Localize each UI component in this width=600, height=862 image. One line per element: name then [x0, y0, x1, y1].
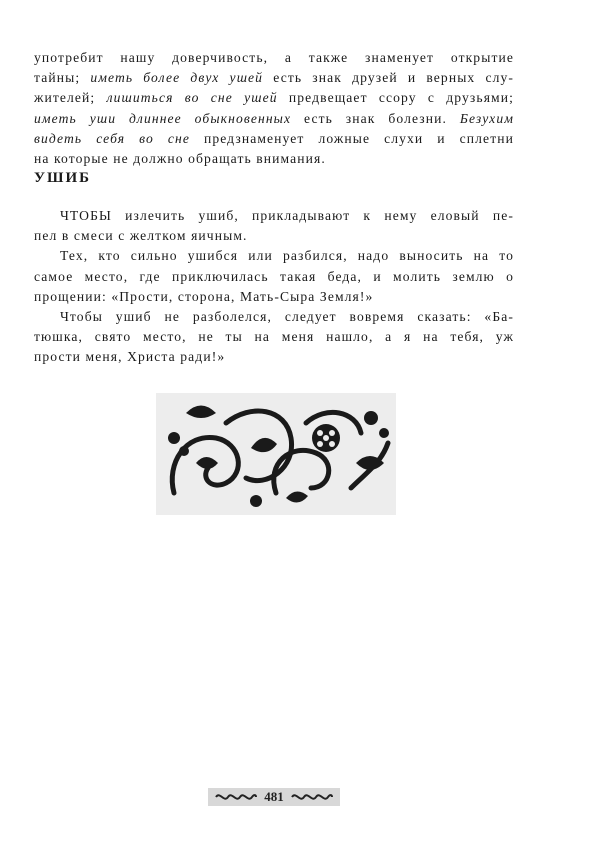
- text-line: видеть себя во сне предзнаменует ложные слухи и сплетни: [34, 130, 514, 146]
- italic-phrase: лишиться во сне ушей: [106, 90, 278, 106]
- section-heading: УШИБ: [34, 170, 92, 186]
- text-line: тюшка, свято место, не ты на меня нашло, а я на тебя, уж: [34, 329, 514, 345]
- text-line: тайны; иметь более двух ушей есть знак друзей и верных слу-: [34, 70, 514, 86]
- italic-phrase: иметь уши длиннее обыкновенных: [34, 110, 292, 126]
- section-body: [34, 206, 514, 368]
- text-line: прости меня, Христа ради!»: [34, 349, 226, 365]
- text-line: жителей; лишиться во сне ушей предвещает ссору с друзьями;: [34, 90, 514, 106]
- text-line: прощении: «Прости, сторона, Мать-Сыра Земля!»: [34, 288, 374, 304]
- text-line: пел в смеси с желтком яичным.: [34, 228, 248, 244]
- page-number-footer: [208, 788, 340, 806]
- italic-phrase: видеть себя во сне: [34, 130, 190, 146]
- text-line: Чтобы ушиб не разболелся, следует вовремя сказать: «Ба-: [60, 309, 514, 325]
- text-line: Тех, кто сильно ушибся или разбился, надо выносить на то: [60, 248, 514, 264]
- scroll-ornament-left-icon: [214, 791, 258, 803]
- scroll-ornament-right-icon: [290, 791, 334, 803]
- paragraph-continuation: [34, 48, 514, 169]
- italic-phrase: Безухим: [459, 110, 514, 126]
- text-line: иметь уши длиннее обыкновенных есть знак болезни. Безухим: [34, 110, 514, 126]
- floral-ornament-icon: [156, 393, 396, 515]
- text-line: ЧТОБЫ излечить ушиб, прикладывают к нему еловый пе-: [60, 208, 514, 223]
- page-number: 481: [264, 789, 284, 804]
- text-line: самое место, где приключилась такая беда, и молить землю о: [34, 268, 514, 284]
- text-line: на которые не должно обращать внимания.: [34, 151, 326, 167]
- text-line: употребит нашу доверчивость, а также знаменует открытие: [34, 50, 514, 65]
- italic-phrase: иметь более двух ушей: [90, 70, 264, 86]
